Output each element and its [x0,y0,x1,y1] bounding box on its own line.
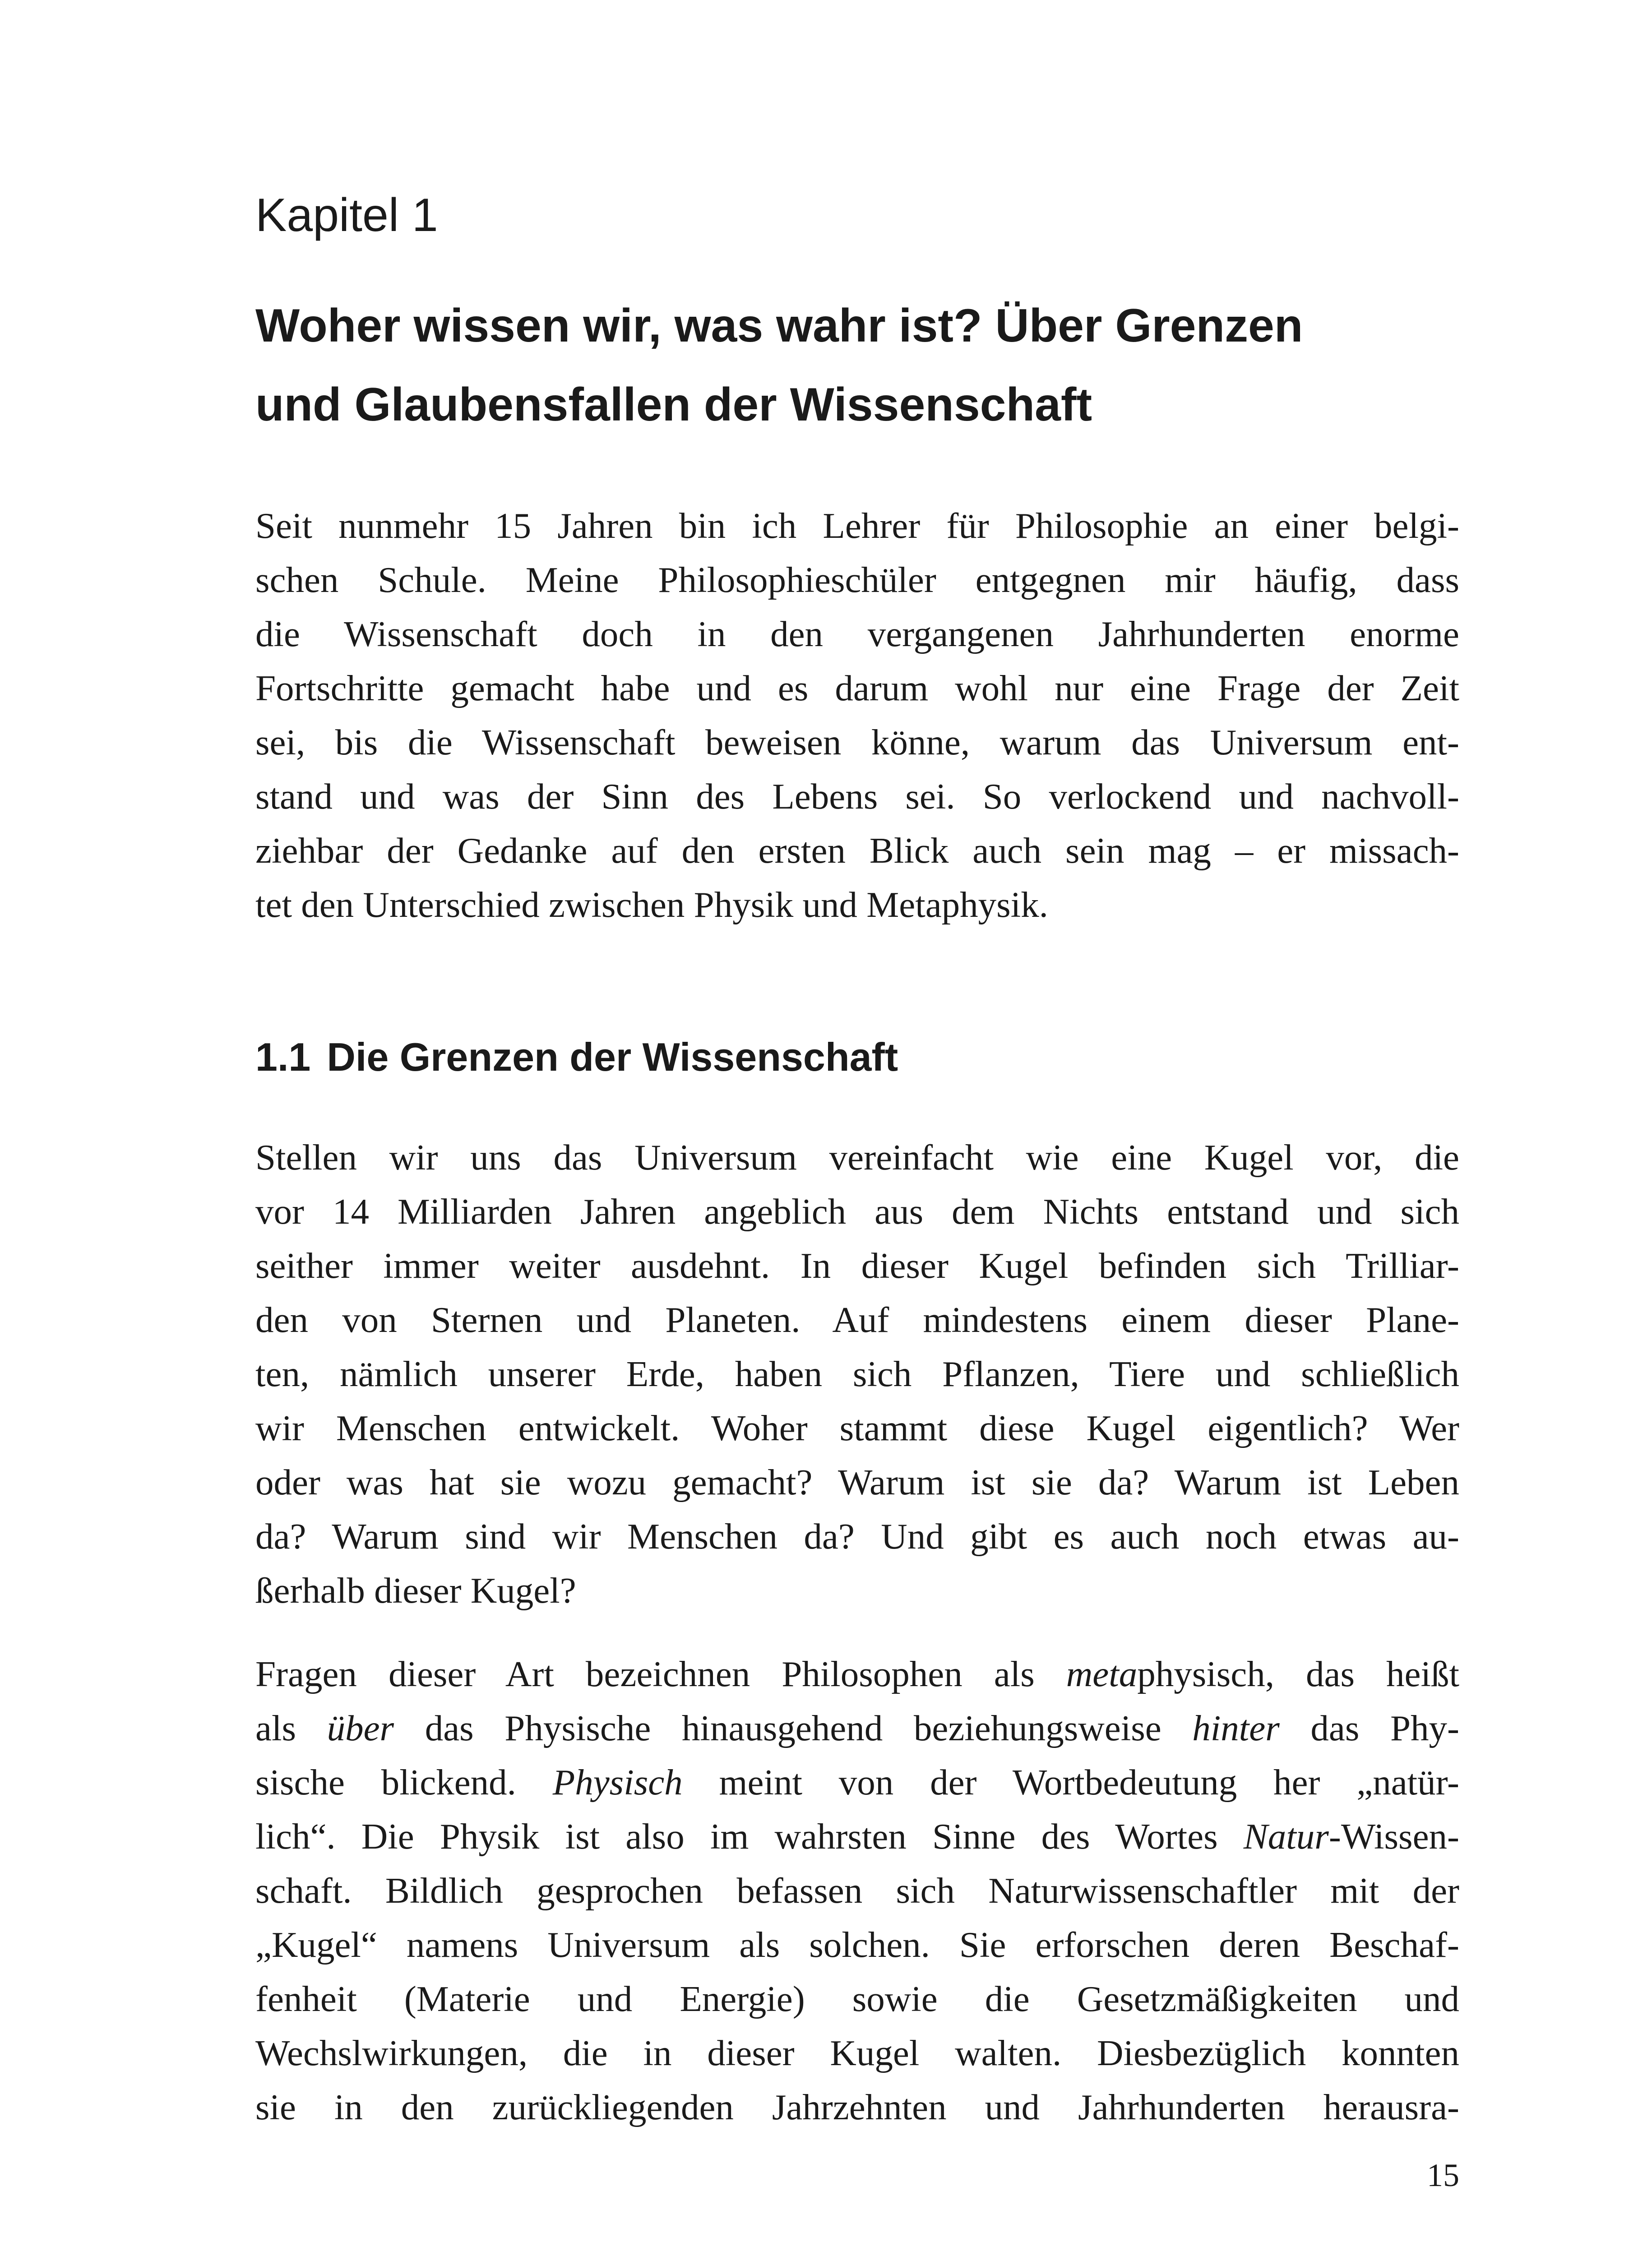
text-line: ziehbar der Gedanke auf den ersten Blick auch sein mag – er missach- [255,830,1459,871]
paragraph-universe [255,1130,1459,1618]
text-line: sische blickend. Physisch meint von der Wortbedeutung her „natür- [255,1762,1459,1803]
emphasis: über [327,1708,394,1748]
text-line: seither immer weiter ausdehnt. In dieser Kugel befinden sich Trilliar- [255,1245,1459,1286]
text-line: Stellen wir uns das Universum vereinfacht wie eine Kugel vor, die [255,1137,1459,1178]
chapter-label: Kapitel 1 [255,189,438,241]
page-number: 15 [1427,2157,1459,2193]
text-line: Wechslwirkungen, die in dieser Kugel walten. Diesbezüglich konnten [255,2033,1459,2073]
text-line: oder was hat sie wozu gemacht? Warum ist sie da? Warum ist Leben [255,1462,1459,1502]
chapter-title [255,287,1474,444]
text-line: wir Menschen entwickelt. Woher stammt diese Kugel eigentlich? Wer [255,1408,1459,1448]
text-line: Fragen dieser Art bezeichnen Philosophen als metaphysisch, das heißt [255,1654,1459,1694]
text-line: „Kugel“ namens Universum als solchen. Sie erforschen deren Beschaf- [255,1924,1459,1965]
section-number: 1.1 [255,1035,311,1079]
text-line: da? Warum sind wir Menschen da? Und gibt es auch noch etwas au- [255,1516,1459,1557]
section-title: Die Grenzen der Wissenschaft [327,1035,898,1079]
text-line: sie in den zurückliegenden Jahrzehnten und Jahrhunderten herausra- [255,2087,1459,2127]
text-line: stand und was der Sinn des Lebens sei. So verlockend und nachvoll- [255,776,1459,817]
paragraph-metaphysics [255,1647,1459,2134]
text-line: lich“. Die Physik ist also im wahrsten Sinne des Wortes Natur-Wissen- [255,1816,1459,1857]
text-line: ten, nämlich unserer Erde, haben sich Pflanzen, Tiere und schließlich [255,1354,1459,1394]
section-heading [255,1033,898,1081]
text-line: Fortschritte gemacht habe und es darum wohl nur eine Frage der Zeit [255,668,1459,708]
chapter-title-line: und Glaubensfallen der Wissenschaft [255,379,1092,431]
text-line: Seit nunmehr 15 Jahren bin ich Lehrer für Philosophie an einer belgi- [255,505,1459,546]
emphasis: Physisch [552,1762,683,1803]
chapter-title-line: Woher wissen wir, was wahr ist? Über Grenzen [255,300,1303,352]
text-line: den von Sternen und Planeten. Auf mindestens einem dieser Plane- [255,1299,1459,1340]
text-line: schaft. Bildlich gesprochen befassen sich Naturwissenschaftler mit der [255,1870,1459,1911]
emphasis: meta [1066,1654,1138,1694]
text-line: schen Schule. Meine Philosophieschüler entgegnen mir häufig, dass [255,559,1459,600]
emphasis: Natur [1243,1816,1329,1857]
text-line: die Wissenschaft doch in den vergangenen Jahrhunderten enorme [255,614,1459,654]
text-line: ßerhalb dieser Kugel? [255,1570,576,1611]
intro-paragraph [255,499,1459,932]
text-line: tet den Unterschied zwischen Physik und Metaphysik. [255,884,1048,925]
emphasis: hinter [1192,1708,1280,1748]
text-line: als über das Physische hinausgehend beziehungsweise hinter das Phy- [255,1708,1459,1748]
text-line: fenheit (Materie und Energie) sowie die Gesetzmäßigkeiten und [255,1979,1459,2019]
text-line: vor 14 Milliarden Jahren angeblich aus dem Nichts entstand und sich [255,1191,1459,1232]
text-line: sei, bis die Wissenschaft beweisen könne, warum das Universum ent- [255,722,1459,763]
